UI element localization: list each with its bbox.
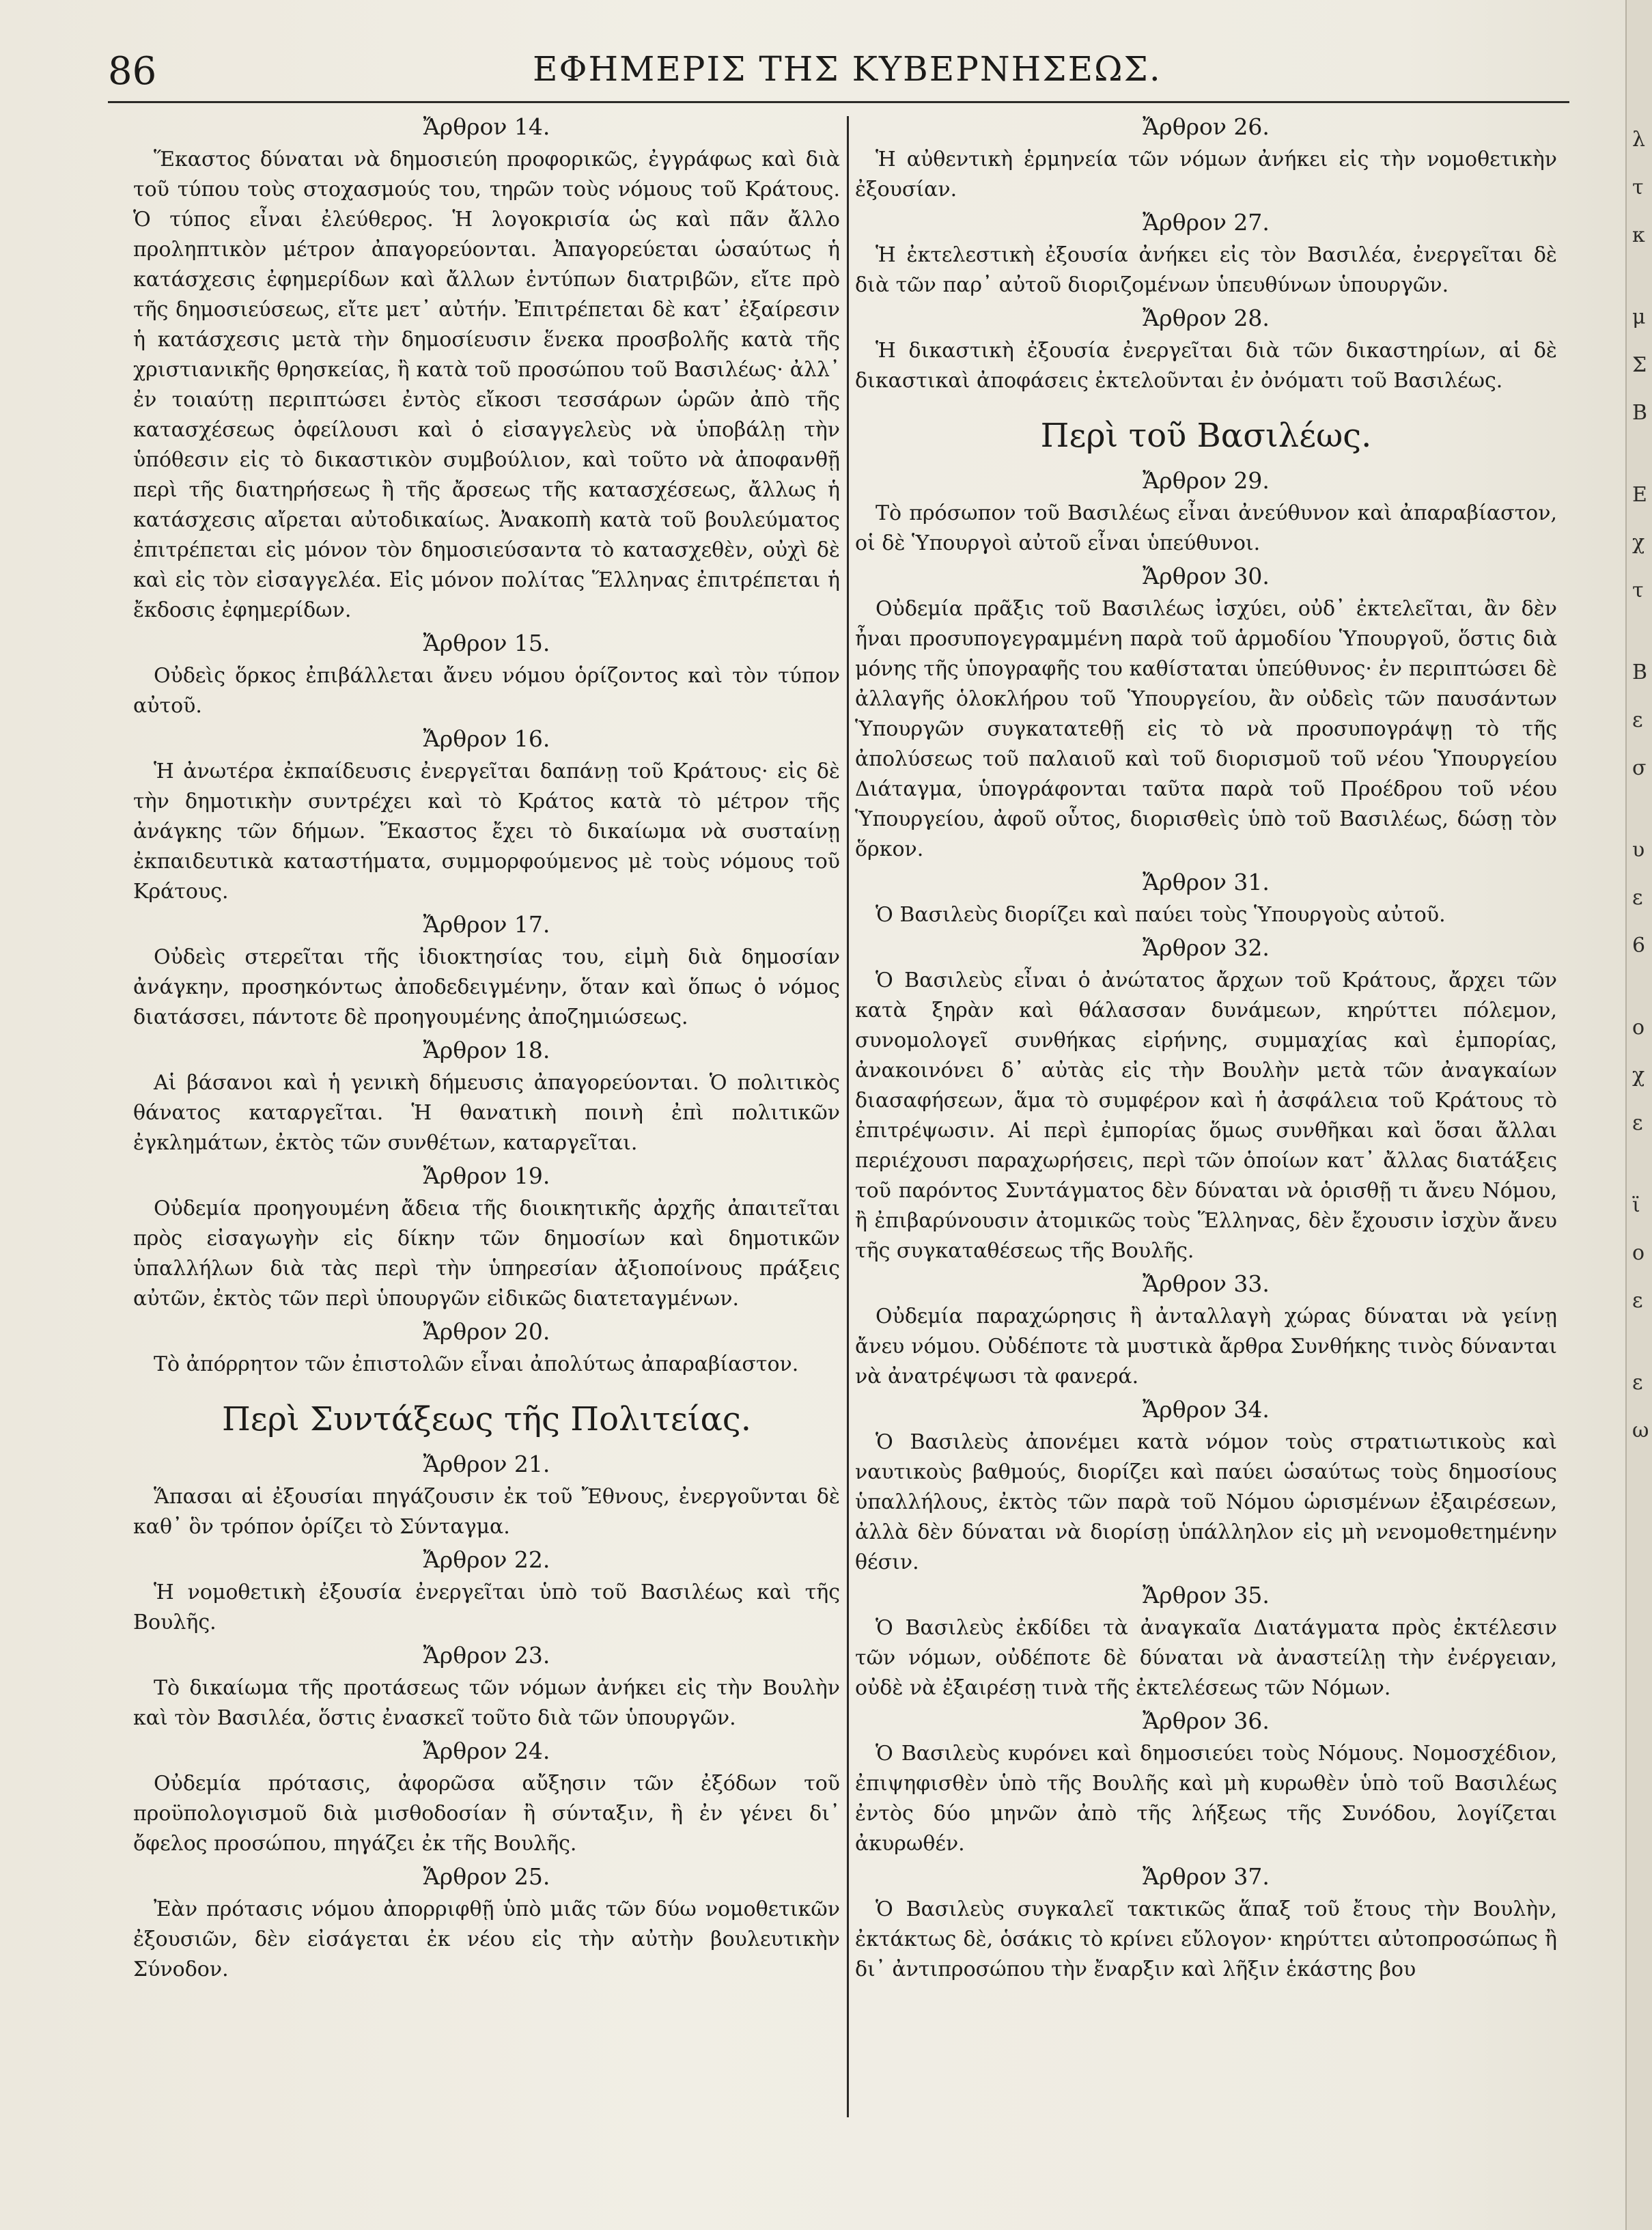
article-heading: Ἄρθρον 17. bbox=[423, 911, 550, 938]
margin-glyph: μ bbox=[1632, 305, 1646, 329]
article-heading: Ἄρθρον 22. bbox=[423, 1546, 550, 1573]
article-text: Ὁ Βασιλεὺς διορίζει καὶ παύει τοὺς Ὑπουργοὺς αὐτοῦ. bbox=[876, 903, 1446, 927]
article-heading: Ἄρθρον 26. bbox=[1143, 113, 1270, 140]
article-text: Ἕκαστος δύναται νὰ δημοσιεύη προφορικῶς, ἐγγράφως καὶ διὰ τοῦ τύπου τοὺς στοχασμούς του, τηρῶν τοὺς νόμους τοῦ Κράτους. Ὁ τύπος εἶναι ἐλεύθερος. Ἡ λογοκρισία ὡς καὶ πᾶν ἄλλο προληπτικὸν μέτρον ἀπαγορεύονται. Ἀπαγορεύεται ὡσαύτως ἡ κατάσχεσις ἐφημερίδων καὶ ἄλλων ἐντύπων διατριβῶν, εἴτε πρὸ τῆς δημοσιεύσεως, εἴτε μετ᾽ αὐτήν. Ἐπιτρέπεται δὲ κατ᾽ ἐξαίρεσιν ἡ κατάσχεσις μετὰ τὴν δημοσίευσιν ἕνεκα προσβολῆς κατὰ τῆς χριστιανικῆς θρησκείας, ἢ κατὰ τοῦ προσώπου τοῦ Βασιλέως· ἀλλ᾽ ἐν τοιαύτῃ περιπτώσει ἐντὸς εἴκοσι τεσσάρων ὡρῶν ἀπὸ τῆς κατασχέσεως ὀφείλουσι καὶ ὁ εἰσαγγελεὺς νὰ ὑποβάλῃ τὴν ὑπόθεσιν εἰς τὸ δικαστικὸν συμβούλιον, καὶ τοῦτο νὰ ἀποφανθῇ περὶ τῆς διατηρήσεως ἢ τῆς ἄρσεως τῆς κατασχέσεως, ἄλλως ἡ κατάσχεσις αἴρεται αὐτοδικαίως. Ἀνακοπὴ κατὰ τοῦ βουλεύματος ἐπιτρέπεται εἰς μόνον τὸν δημοσιεύσαντα τὸ κατασχεθὲν, οὐχὶ δὲ καὶ εἰς τὸν εἰσαγγελέα. Εἰς μόνον πολίτας Ἕλληνας ἐπιτρέπεται ἡ ἔκδοσις ἐφημερίδων. bbox=[133, 148, 840, 622]
article-heading: Ἄρθρον 27. bbox=[1143, 209, 1270, 236]
article-heading: Ἄρθρον 19. bbox=[423, 1162, 550, 1189]
article-text: Ὁ Βασιλεὺς εἶναι ὁ ἀνώτατος ἄρχων τοῦ Κράτους, ἄρχει τῶν κατὰ ξηρὰν καὶ θάλασσαν δυνάμεων, κηρύττει πόλεμον, συνομολογεῖ συνθήκας εἰρήνης, συμμαχίας καὶ ἐμπορίας, ἀνακοινόνει δ᾽ αὐτὰς εἰς τὴν Βουλὴν μετὰ τῶν ἀναγκαίων διασαφήσεων, ἅμα τὸ συμφέρον καὶ ἡ ἀσφάλεια τοῦ Κράτους τὸ ἐπιτρέψωσιν. Αἱ περὶ ἐμπορίας ὅμως συνθῆκαι καὶ ὅσαι ἄλλαι περιέχουσι παραχωρήσεις, περὶ τῶν ὁποίων κατ᾽ ἄλλας διατάξεις τοῦ παρόντος Συντάγματος δὲν δύναται νὰ ὁρισθῇ τι ἄνευ Νόμου, ἢ ἐπιβαρύνουσιν ἀτομικῶς τοὺς Ἕλληνας, δὲν ἔχουσιν ἰσχὺν ἄνευ τῆς συγκαταθέσεως τῆς Βουλῆς. bbox=[855, 968, 1557, 1263]
margin-glyph: Ε bbox=[1632, 483, 1647, 507]
header-rule bbox=[108, 101, 1569, 103]
article-text: Τὸ δικαίωμα τῆς προτάσεως τῶν νόμων ἀνήκει εἰς τὴν Βουλὴν καὶ τὸν Βασιλέα, ὅστις ἐνασκεῖ τοῦτο διὰ τῶν ὑπουργῶν. bbox=[133, 1676, 840, 1730]
article-heading: Ἄρθρον 25. bbox=[423, 1863, 550, 1890]
article-heading: Ἄρθρον 16. bbox=[423, 725, 550, 752]
margin-glyph: ο bbox=[1632, 1016, 1645, 1040]
article-heading: Ἄρθρον 21. bbox=[423, 1451, 550, 1477]
margin-glyph: ε bbox=[1632, 1371, 1643, 1395]
margin-glyph: Β bbox=[1632, 401, 1648, 425]
column-divider bbox=[847, 116, 849, 2117]
margin-glyph: υ bbox=[1632, 838, 1645, 862]
article-text: Ἡ αὐθεντικὴ ἑρμηνεία τῶν νόμων ἀνήκει εἰς τὴν νομοθετικὴν ἐξουσίαν. bbox=[855, 148, 1557, 201]
article-text: Αἱ βάσανοι καὶ ἡ γενικὴ δήμευσις ἀπαγορεύονται. Ὁ πολιτικὸς θάνατος καταργεῖται. Ἡ θανατικὴ ποινὴ ἐπὶ πολιτικῶν ἐγκλημάτων, ἐκτὸς τῶν συνθέτων, καταργεῖται. bbox=[133, 1071, 840, 1155]
page-number: 86 bbox=[108, 49, 157, 94]
article-text: Ἡ ἐκτελεστικὴ ἐξουσία ἀνήκει εἰς τὸν Βασιλέα, ἐνεργεῖται δὲ διὰ τῶν παρ᾽ αὐτοῦ διοριζομένων ὑπευθύνων ὑπουργῶν. bbox=[855, 243, 1557, 297]
margin-glyph: τ bbox=[1632, 579, 1644, 602]
margin-glyph: χ bbox=[1632, 1063, 1645, 1087]
article-text: Οὐδεμία προηγουμένη ἄδεια τῆς διοικητικῆς ἀρχῆς ἀπαιτεῖται πρὸς εἰσαγωγὴν εἰς δίκην τῶν δημοσίων καὶ δημοτικῶν ὑπαλλήλων διὰ τὰς περὶ τὴν ὑπηρεσίαν ἀξιοποίνους πράξεις αὐτῶν, ἐκτὸς τῶν περὶ ὑπουργῶν εἰδικῶς διατεταγμένων. bbox=[133, 1197, 840, 1311]
article-text: Ὁ Βασιλεὺς κυρόνει καὶ δημοσιεύει τοὺς Νόμους. Νομοσχέδιον, ἐπιψηφισθὲν ὑπὸ τῆς Βουλῆς καὶ μὴ κυρωθὲν ὑπὸ τοῦ Βασιλέως ἐντὸς δύο μηνῶν ἀπὸ τῆς λήξεως τῆς Συνόδου, λογίζεται ἀκυρωθέν. bbox=[855, 1742, 1557, 1856]
margin-glyph: ϊ bbox=[1632, 1193, 1640, 1217]
article-text: Ὁ Βασιλεὺς συγκαλεῖ τακτικῶς ἅπαξ τοῦ ἔτους τὴν Βουλὴν, ἐκτάκτως δὲ, ὁσάκις τὸ κρίνει εὔλογον· κηρύττει αὐτοπροσώπως ἢ δι᾽ ἀντιπροσώπου τὴν ἔναρξιν καὶ λῆξιν ἑκάστης βου bbox=[855, 1897, 1557, 1981]
facing-page-fragment bbox=[1632, 123, 1651, 1462]
left-column bbox=[133, 109, 840, 1985]
margin-glyph: Β bbox=[1632, 660, 1648, 684]
section-heading: Περὶ τοῦ Βασιλέως. bbox=[1040, 417, 1372, 455]
article-heading: Ἄρθρον 34. bbox=[1143, 1396, 1270, 1423]
article-text: Ἡ δικαστικὴ ἐξουσία ἐνεργεῖται διὰ τῶν δικαστηρίων, αἱ δὲ δικαστικαὶ ἀποφάσεις ἐκτελοῦνται ἐν ὀνόματι τοῦ Βασιλέως. bbox=[855, 339, 1557, 393]
margin-glyph: τ bbox=[1632, 176, 1644, 199]
margin-glyph: ε bbox=[1632, 886, 1643, 910]
article-heading: Ἄρθρον 20. bbox=[423, 1318, 550, 1345]
article-heading: Ἄρθρον 23. bbox=[423, 1642, 550, 1669]
article-text: Τὸ πρόσωπον τοῦ Βασιλέως εἶναι ἀνεύθυνον καὶ ἀπαραβίαστον, οἱ δὲ Ὑπουργοὶ αὐτοῦ εἶναι ὑπεύθυνοι. bbox=[855, 501, 1557, 555]
margin-glyph: κ bbox=[1632, 223, 1645, 247]
margin-glyph: ο bbox=[1632, 1241, 1645, 1265]
article-heading: Ἄρθρον 30. bbox=[1143, 563, 1270, 589]
article-text: Ὁ Βασιλεὺς ἐκδίδει τὰ ἀναγκαῖα Διατάγματα πρὸς ἐκτέλεσιν τῶν νόμων, οὐδέποτε δὲ δύναται νὰ ἀναστείλῃ τὴν ἐνέργειαν, οὐδὲ νὰ ἐξαιρέσῃ τινὰ τῆς ἐκτελέσεως τῶν Νόμων. bbox=[855, 1616, 1557, 1700]
article-text: Ἡ ἀνωτέρα ἐκπαίδευσις ἐνεργεῖται δαπάνῃ τοῦ Κράτους· εἰς δὲ τὴν δημοτικὴν συντρέχει καὶ τὸ Κράτος κατὰ τὸ μέτρον τῆς ἀνάγκης τῶν δήμων. Ἕκαστος ἔχει τὸ δικαίωμα νὰ συσταίνῃ ἐκπαιδευτικὰ καταστήματα, συμμορφούμενος μὲ τοὺς νόμους τοῦ Κράτους. bbox=[133, 759, 840, 904]
article-heading: Ἄρθρον 18. bbox=[423, 1037, 550, 1063]
article-heading: Ἄρθρον 37. bbox=[1143, 1863, 1270, 1890]
margin-glyph: Σ bbox=[1632, 353, 1647, 377]
margin-glyph: 6 bbox=[1632, 934, 1646, 958]
margin-glyph: ε bbox=[1632, 1289, 1643, 1313]
article-text: Οὐδεὶς στερεῖται τῆς ἰδιοκτησίας του, εἰμὴ διὰ δημοσίαν ἀνάγκην, προσηκόντως ἀποδεδειγμένην, ὅταν καὶ ὅπως ὁ νόμος διατάσσει, πάντοτε δὲ προηγουμένης ἀποζημιώσεως. bbox=[133, 945, 840, 1029]
article-text: Οὐδεμία πρᾶξις τοῦ Βασιλέως ἰσχύει, οὐδ᾽ ἐκτελεῖται, ἂν δὲν ἦναι προσυπογεγραμμένη παρὰ τοῦ ἁρμοδίου Ὑπουργοῦ, ὅστις διὰ μόνης τῆς ὑπογραφῆς του καθίσταται ὑπεύθυνος· ἐν περιπτώσει δὲ ἀλλαγῆς ὁλοκλήρου τοῦ Ὑπουργείου, ἂν οὐδεὶς τῶν παυσάντων Ὑπουργῶν συγκατατεθῇ εἰς τὸ νὰ προσυπογράψῃ τὸ τῆς ἀπολύσεως τοῦ παλαιοῦ καὶ τοῦ διορισμοῦ τοῦ νέου Ὑπουργείου Διάταγμα, ὑπογράφονται ταῦτα παρὰ τοῦ Προέδρου τοῦ νέου Ὑπουργείου, ἀφοῦ οὗτος, διορισθεὶς ὑπὸ τοῦ Βασιλέως, δώσῃ τὸν ὅρκον. bbox=[855, 597, 1557, 861]
article-text: Ὁ Βασιλεὺς ἀπονέμει κατὰ νόμον τοὺς στρατιωτικοὺς καὶ ναυτικοὺς βαθμούς, διορίζει καὶ παύει ὡσαύτως τοὺς δημοσίους ὑπαλλήλους, ἐκτὸς τῶν παρὰ τοῦ Νόμου ὡρισμένων ἐξαιρέσεων, ἀλλὰ δὲν δύναται νὰ διορίσῃ ὑπάλληλον εἰς μὴ νενομοθετημένην θέσιν. bbox=[855, 1430, 1557, 1574]
article-text: Τὸ ἀπόρρητον τῶν ἐπιστολῶν εἶναι ἀπολύτως ἀπαραβίαστον. bbox=[154, 1352, 799, 1376]
article-heading: Ἄρθρον 35. bbox=[1143, 1582, 1270, 1608]
article-heading: Ἄρθρον 32. bbox=[1143, 934, 1270, 961]
article-heading: Ἄρθρον 36. bbox=[1143, 1708, 1270, 1734]
section-heading: Περὶ Συντάξεως τῆς Πολιτείας. bbox=[221, 1400, 752, 1438]
article-text: Ἅπασαι αἱ ἐξουσίαι πηγάζουσιν ἐκ τοῦ Ἔθνους, ἐνεργοῦνται δὲ καθ᾽ ὃν τρόπον ὁρίζει τὸ Σύνταγμα. bbox=[133, 1485, 840, 1539]
article-text: Οὐδεμία πρότασις, ἀφορῶσα αὔξησιν τῶν ἐξόδων τοῦ προϋπολογισμοῦ διὰ μισθοδοσίαν ἢ σύνταξιν, ἢ ἐν γένει δι᾽ ὄφελος προσώπου, πηγάζει ἐκ τῆς Βουλῆς. bbox=[133, 1772, 840, 1856]
margin-glyph: ε bbox=[1632, 1111, 1643, 1135]
running-head-title: ΕΦΗΜΕΡΙΣ ΤΗΣ ΚΥΒΕΡΝΗΣΕΩΣ. bbox=[533, 49, 1162, 89]
margin-glyph: λ bbox=[1632, 128, 1646, 152]
margin-glyph: σ bbox=[1632, 756, 1647, 780]
article-heading: Ἄρθρον 14. bbox=[423, 113, 550, 140]
article-heading: Ἄρθρον 29. bbox=[1143, 467, 1270, 494]
article-heading: Ἄρθρον 28. bbox=[1143, 305, 1270, 331]
article-heading: Ἄρθρον 24. bbox=[423, 1738, 550, 1764]
article-heading: Ἄρθρον 33. bbox=[1143, 1270, 1270, 1297]
margin-glyph: χ bbox=[1632, 531, 1645, 555]
article-text: Ἡ νομοθετικὴ ἐξουσία ἐνεργεῖται ὑπὸ τοῦ Βασιλέως καὶ τῆς Βουλῆς. bbox=[133, 1580, 840, 1634]
right-column bbox=[855, 109, 1557, 1985]
margin-glyph: ω bbox=[1632, 1419, 1649, 1442]
article-text: Οὐδεὶς ὅρκος ἐπιβάλλεται ἄνευ νόμου ὁρίζοντος καὶ τὸν τύπον αὐτοῦ. bbox=[133, 664, 840, 718]
article-heading: Ἄρθρον 31. bbox=[1143, 869, 1270, 895]
article-text: Ἐὰν πρότασις νόμου ἀπορριφθῇ ὑπὸ μιᾶς τῶν δύω νομοθετικῶν ἐξουσιῶν, δὲν εἰσάγεται ἐκ νέου εἰς τὴν αὐτὴν βουλευτικὴν Σύνοδον. bbox=[133, 1897, 840, 1981]
article-heading: Ἄρθρον 15. bbox=[423, 630, 550, 656]
margin-glyph: ε bbox=[1632, 708, 1643, 732]
article-text: Οὐδεμία παραχώρησις ἢ ἀνταλλαγὴ χώρας δύναται νὰ γείνῃ ἄνευ νόμου. Οὐδέποτε τὰ μυστικὰ ἄρθρα Συνθήκης τινὸς δύνανται νὰ ἀνατρέψωσι τὰ φανερά. bbox=[855, 1305, 1557, 1389]
